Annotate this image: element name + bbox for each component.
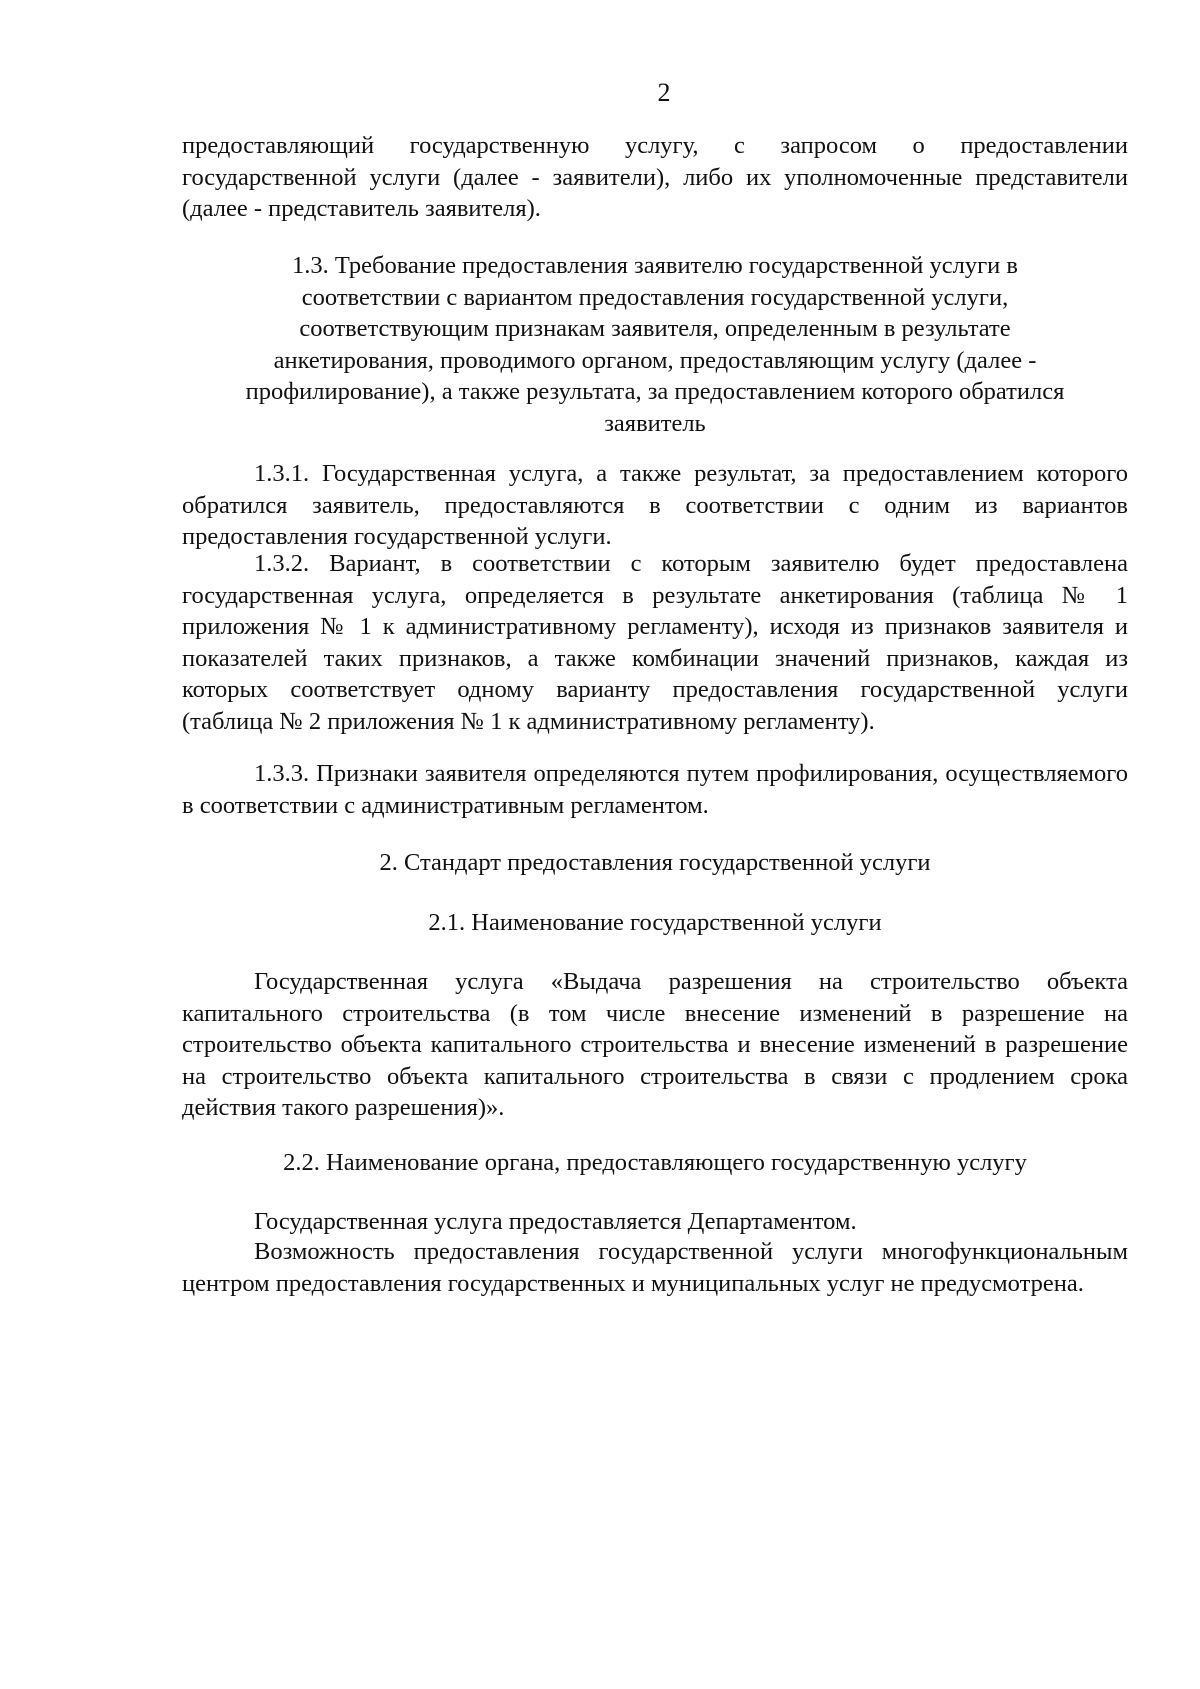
section-2-heading: 2. Стандарт предоставления государственной услуги — [379, 849, 931, 876]
page-number: 2 — [657, 78, 671, 107]
section-2-1-heading: 2.1. Наименование государственной услуги — [428, 909, 882, 936]
paragraph-2-1-text: Государственная услуга «Выдача разрешения на строительство объекта капитального строительства (в том числе внесение изменений в разрешение на строительство объекта капитального строительства и внесение изменений в разрешение на строительство объекта капитального строительства в связи с продлением срока действия такого разрешения)». — [182, 968, 1128, 1121]
paragraph-2-2-text-2: Возможность предоставления государственной услуги многофункциональным центром предоставления государственных и муниципальных услуг не предусмотрена. — [182, 1238, 1128, 1297]
paragraph-2-2-text-1: Государственная услуга предоставляется Департаментом. — [254, 1208, 857, 1235]
paragraph-1-3-3: 1.3.3. Признаки заявителя определяются путем профилирования, осуществляемого в соответствии с административным регламентом. — [182, 760, 1128, 819]
section-1-3-heading: 1.3. Требование предоставления заявителю государственной услуги в соответствии с вариантом предоставления государственной услуги, соответствующим признакам заявителя, определенным в результате анкетирования, проводимого органом, предоставляющим услугу (далее - профилирование), а также результата, за предоставлением которого обратился заявитель — [245, 252, 1065, 437]
paragraph-1-3-1: 1.3.1. Государственная услуга, а также результат, за предоставлением которого обратился заявитель, предоставляются в соответствии с одним из вариантов предоставления государственной услуги. — [182, 460, 1128, 550]
paragraph-1-3-2: 1.3.2. Вариант, в соответствии с которым заявителю будет предоставлена государственная услуга, определяется в результате анкетирования (таблица № 1 приложения № 1 к административному регламенту), исходя из признаков заявителя и показателей таких признаков, а также комбинации значений признаков, каждая из которых соответствует одному варианту предоставления государственной услуги (таблица № 2 приложения № 1 к административному регламенту). — [182, 550, 1128, 735]
continuation-paragraph: предоставляющий государственную услугу, с запросом о предоставлении государственной услуги (далее - заявители), либо их уполномоченные представители (далее - представитель заявителя). — [182, 132, 1128, 222]
section-2-2-heading: 2.2. Наименование органа, предоставляющего государственную услугу — [283, 1149, 1027, 1176]
